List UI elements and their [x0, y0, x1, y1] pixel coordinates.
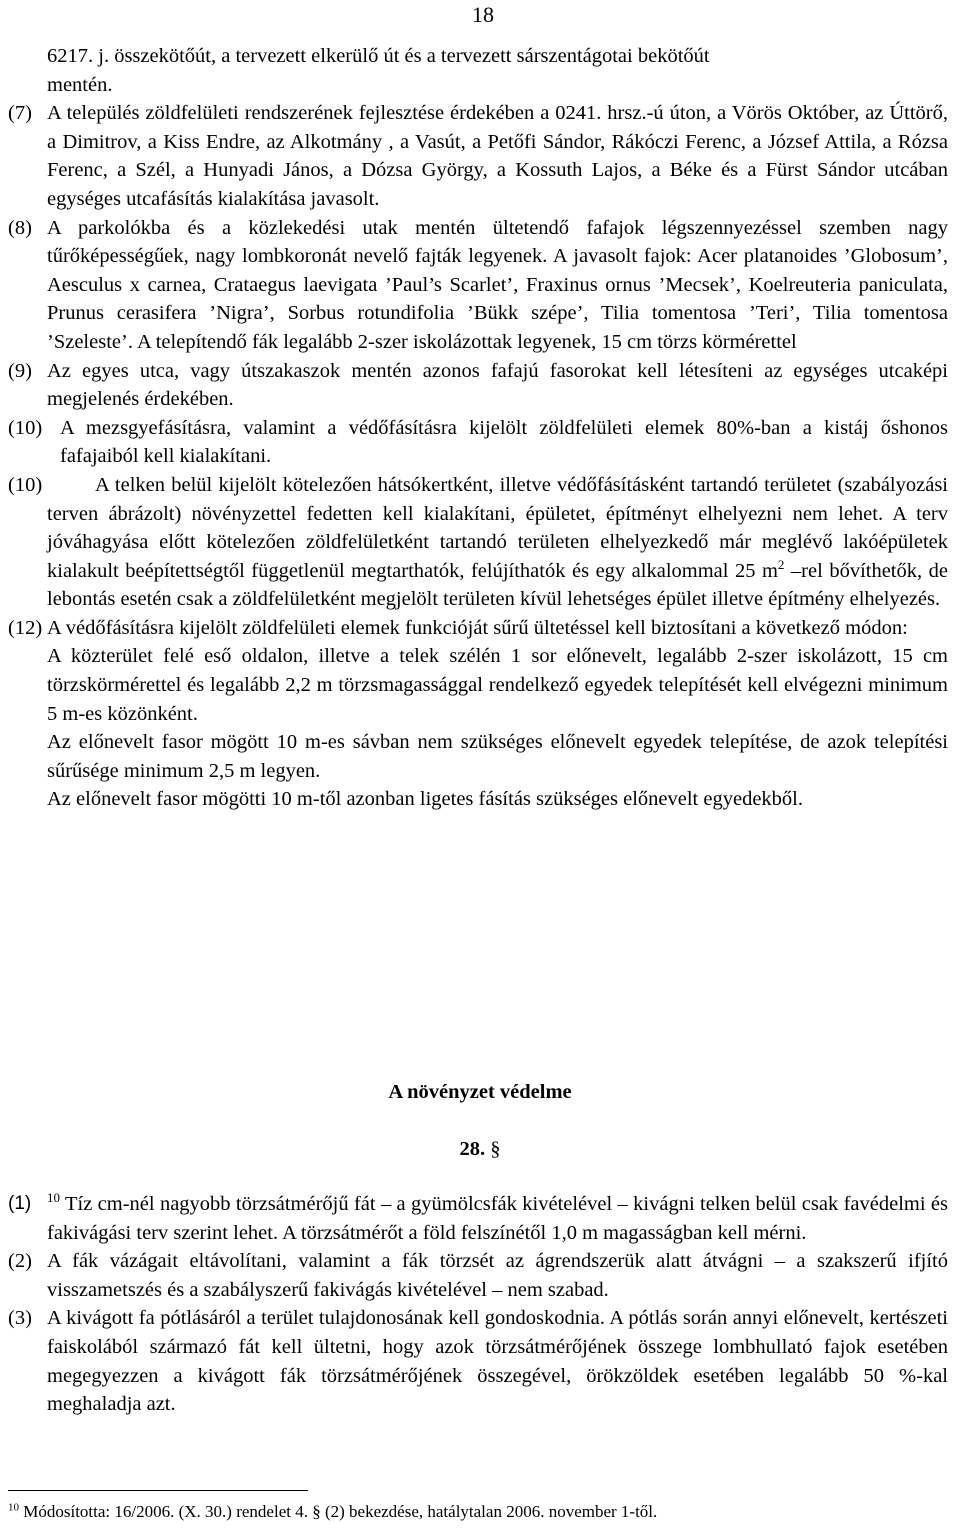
intro-line-2: mentén.: [47, 73, 113, 96]
paragraph-10a: (10) A mezsgyefásításra, valamint a védőfásításra kijelölt zöldfelületi elemek 80%-ban a kistáj őshonos fafajaiból kell kialakítani.: [8, 416, 948, 468]
section-text: [8, 1190, 948, 1419]
lower-paragraph-2: (2) A fák vázágait eltávolítani, valamint a fák törzsét az ágrendszerük alatt átvágni – a szakszerű ifjító visszametszés és a szabályszerű fakivágás kivételével – nem szabad.: [8, 1250, 948, 1301]
subparagraph-3: Az előnevelt fasor mögötti 10 m-től azonban ligetes fásítás szükséges előnevelt egyedekből.: [47, 788, 803, 811]
lower-paragraph-1: (1) $^{10}$ Tíz cm-nél nagyobb törzsátmérőjű fát – a gyümölcsfák kivételével – kivágni telken belül csak favédelmi és fakivágási terv szerint lehet. A törzsátmérőt a föld felszínétől 1,0 m magasságban kell mérni.: [8, 1190, 948, 1244]
paragraph-12: (12) A védőfásításra kijelölt zöldfelületi elemek funkcióját sűrű ültetéssel kell biztosítani a következő módon:: [8, 616, 908, 639]
subparagraph-2: Az előnevelt fasor mögött 10 m-es sávban nem szükséges előnevelt egyedek telepítése, de azok telepítési sűrűsége minimum 2,5 m legyen.: [47, 731, 948, 782]
section-paragraph-number: 28. §: [459, 1138, 501, 1160]
intro-line-1: 6217. j. összekötőút, a tervezett elkerülő út és a tervezett sárszentágotai bekötőút: [47, 45, 710, 67]
section-heading: A növényzet védelme: [388, 1081, 572, 1103]
lower-paragraph-3: (3) A kivágott fa pótlásáról a terület tulajdonosának kell gondoskodnia. A pótlás során annyi előnevelt, kertészeti faiskolából származó fát kell ültetni, hogy azok törzsátmérőjének összege lombhullató fajok esetében megegyezzen a kivágott fák törzsátmérőjének összegével, örökzöldek esetében legalább 50 %-kal meghaladja azt.: [8, 1307, 948, 1416]
paragraph-9: (9) Az egyes utca, vagy útszakaszok mentén azonos fafajú fasorokat kell létesíteni az egységes utcaképi megjelenés érdekében.: [8, 359, 948, 411]
footnote-divider: [8, 1490, 308, 1491]
subparagraph-1: A közterület felé eső oldalon, illetve a telek szélén 1 sor előnevelt, legalább 2-szer iskolázott, 15 cm törzskörmérettel és legalább 2,2 m törzsmagassággal rendelkező egyedek telepítését kell elvégezni minimum 5 m-es közönként.: [47, 645, 948, 725]
footnote: $^{10}$ Módosította: 16/2006. (X. 30.) rendelet 4. § (2) bekezdése, hatálytalan 2006. november 1-től.: [8, 1501, 658, 1521]
paragraph-8: (8) A parkolókba és a közlekedési utak mentén ültetendő fafajok légszennyezéssel szemben nagy tűrőképességűek, nagy lombkoronát nevelő fajták legyenek. A javasolt fajok: Acer platanoides ’Globosum’, Aesculus x carnea, Crataegus laevigata ’Paul’s Scarlet’, Fraxinus ornus ’Mecsek’, Koelreuteria paniculata, Prunus cerasifera ’Nigra’, Sorbus rotundifolia ’Bükk szépe’, Tilia tomentosa ’Teri’, Tilia tomentosa ’Szeleste’. A telepítendő fák legalább 2-szer iskolázottak legyenek, 15 cm törzs körmérettel: [8, 216, 948, 353]
paragraph-10b: (10) A telken belül kijelölt kötelezően hátsókertként, illetve védőfásításként tartandó területet (szabályozási terven ábrázolt) növényzettel fedetten kell kialakítani, épületet, építményt elhelyezni nem lehet. A terv jóváhagyása előtt kötelezően zöldfelületként tartandó területen elhelyezkedő már meglévő lakóépületek kialakult beépítettségtől függetlenül megtarthatók, felújíthatók és egy alkalommal 25 $m^2$ –rel bővíthetők, de lebontás esetén csak a zöldfelületként megjelölt területen kívül lehetséges épület illetve építmény elhelyezés.: [8, 473, 948, 611]
main-text: [8, 42, 948, 814]
paragraph-7: (7) A település zöldfelületi rendszerének fejlesztése érdekében a 0241. hrsz.-ú úton, a Vörös Október, az Úttörő, a Dimitrov, a Kiss Endre, az Alkotmány , a Vasút, a Petőfi Sándor, Rákóczi Ferenc, a József Attila, a Rózsa Ferenc, a Szél, a Hunyadi János, a Dózsa György, a Kossuth Lajos, a Béke és a Fürst Sándor utcában egységes utcafásítás kialakítása javasolt.: [8, 102, 948, 210]
